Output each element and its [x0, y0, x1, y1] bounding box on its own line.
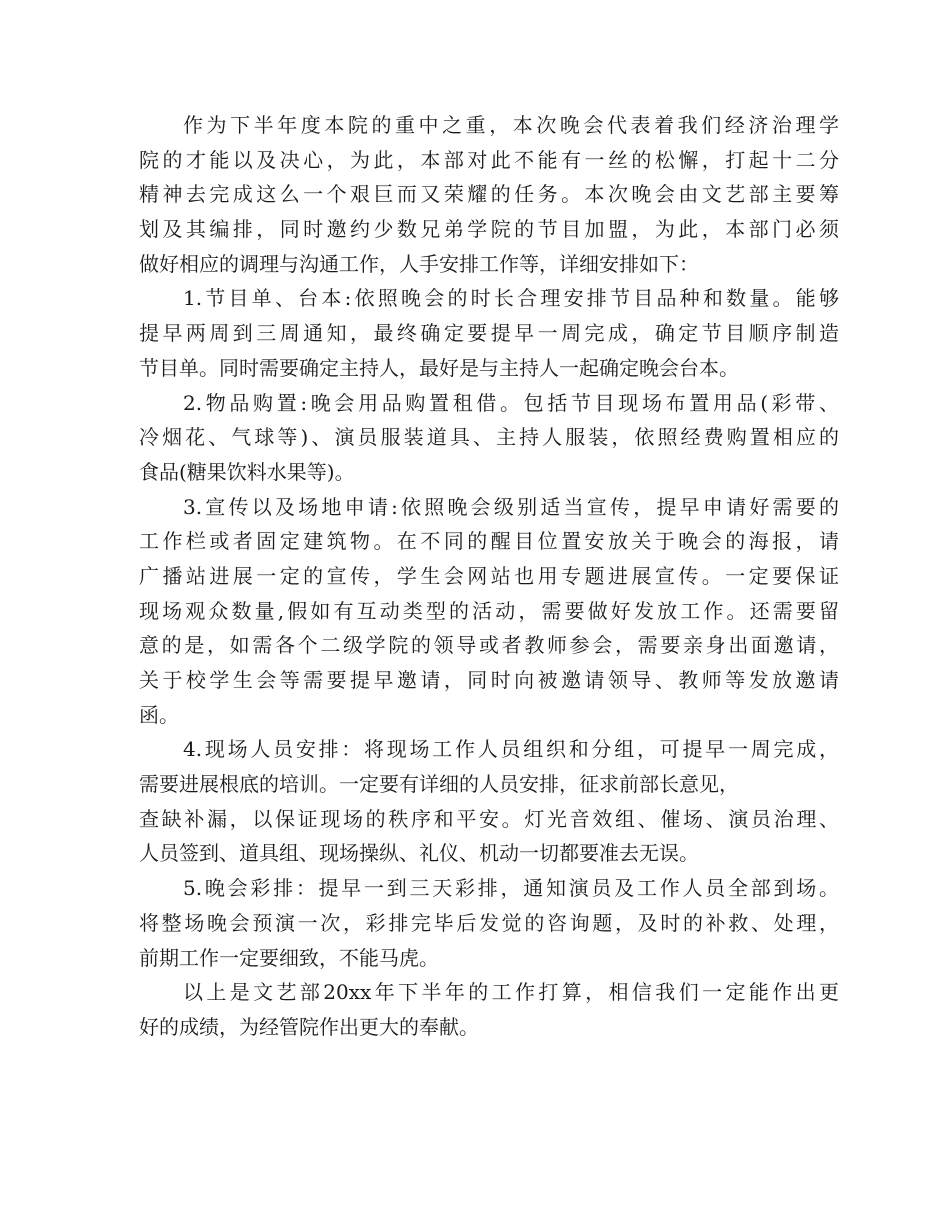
text-line: 好的成绩，为经管院作出更大的奉献。: [139, 1014, 479, 1039]
text-line: 提早两周到三周通知，最终确定要提早一周完成，确定节目顺序制造: [139, 321, 839, 346]
text-line: 现场观众数量,假如有互动类型的活动，需要做好发放工作。还需要留: [139, 598, 839, 623]
text-line: 食品(糖果饮料水果等)。: [139, 459, 355, 484]
text-line: 查缺补漏，以保证现场的秩序和平安。灯光音效组、催场、演员治理、: [139, 806, 839, 831]
text-line: 2.物品购置:晚会用品购置租借。包括节目现场布置用品(彩带、: [183, 390, 839, 415]
text-line: 节目单。同时需要确定主持人，最好是与主持人一起确定晚会台本。: [139, 355, 739, 380]
text-line: 1.节目单、台本:依照晚会的时长合理安排节目品种和数量。能够: [183, 286, 839, 311]
text-line: 5.晚会彩排：提早一到三天彩排，通知演员及工作人员全部到场。: [183, 876, 839, 901]
text-line: 3.宣传以及场地申请:依照晚会级别适当宣传，提早申请好需要的: [183, 494, 839, 519]
text-line: 关于校学生会等需要提早邀请，同时向被邀请领导、教师等发放邀请: [139, 668, 839, 692]
text-line: 作为下半年度本院的重中之重，本次晚会代表着我们经济治理学: [183, 113, 839, 137]
paragraph-item-4: [139, 732, 839, 871]
document-body: [139, 108, 839, 1045]
paragraph-item-1: [139, 281, 839, 385]
text-line: 将整场晚会预演一次，彩排完毕后发觉的咨询题，及时的补救、处理，: [139, 910, 839, 935]
text-line: 前期工作一定要细致，不能马虎。: [139, 945, 439, 970]
text-line: 需要进展根底的培训。一定要有详细的人员安排，征求前部长意见，: [139, 772, 739, 797]
text-line: 4.现场人员安排：将现场工作人员组织和分组，可提早一周完成，: [183, 737, 839, 762]
text-line: 广播站进展一定的宣传，学生会网站也用专题进展宣传。一定要保证: [139, 563, 839, 588]
paragraph-item-3: [139, 490, 839, 733]
paragraph-item-5: [139, 871, 839, 975]
text-line: 精神去完成这么一个艰巨而又荣耀的任务。本次晚会由文艺部主要筹: [139, 182, 839, 207]
text-line: 函。: [139, 702, 179, 727]
text-line: 以上是文艺部20xx年下半年的工作打算，相信我们一定能作出更: [183, 980, 839, 1005]
text-line: 冷烟花、气球等)、演员服装道具、主持人服装，依照经费购置相应的: [139, 425, 839, 450]
text-line: 意的是，如需各个二级学院的领导或者教师参会，需要亲身出面邀请，: [139, 633, 839, 658]
paragraph-conclusion: [139, 975, 839, 1044]
text-line: 做好相应的调理与沟通工作，人手安排工作等，详细安排如下：: [139, 251, 699, 276]
paragraph-item-2: [139, 386, 839, 490]
text-line: 工作栏或者固定建筑物。在不同的醒目位置安放关于晚会的海报，请: [139, 529, 839, 554]
text-line: 人员签到、道具组、现场操纵、礼仪、机动一切都要准去无误。: [139, 841, 699, 866]
paragraph-intro: [139, 108, 839, 281]
text-line: 划及其编排，同时邀约少数兄弟学院的节目加盟，为此，本部门必须: [139, 217, 839, 242]
text-line: 院的才能以及决心，为此，本部对此不能有一丝的松懈，打起十二分: [139, 147, 839, 172]
